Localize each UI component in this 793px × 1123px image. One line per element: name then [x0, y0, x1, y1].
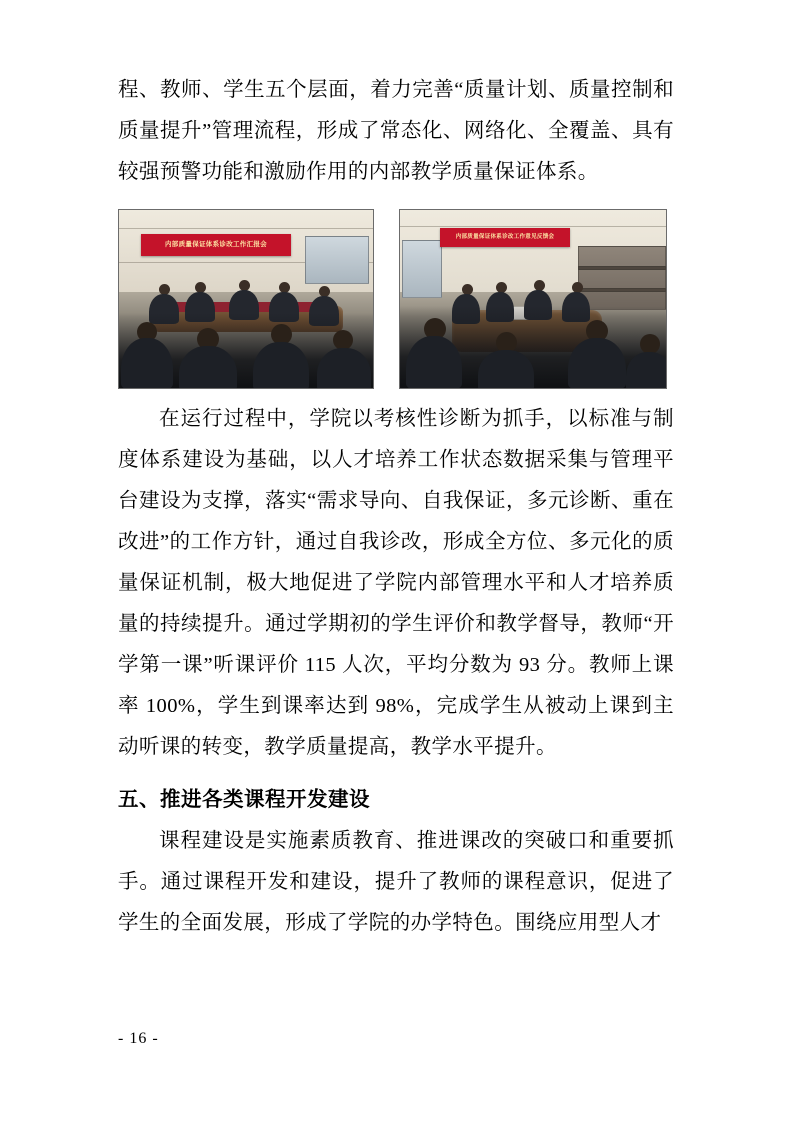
page-number: - 16 -	[118, 1030, 159, 1047]
banner-text-right: 内部质量保证体系诊改工作意见反馈会	[440, 228, 570, 247]
wall-line	[400, 226, 666, 227]
person-foreground	[626, 352, 667, 389]
person-head	[333, 330, 353, 350]
window	[305, 236, 369, 284]
shelf-line	[578, 266, 666, 270]
person-foreground	[179, 346, 237, 389]
paragraph-1: 程、教师、学生五个层面，着力完善“质量计划、质量控制和质量提升”管理流程，形成了常态化、网络化、全覆盖、具有较强预警功能和激励作用的内部教学质量保证体系。	[118, 79, 674, 183]
person-foreground	[253, 342, 309, 389]
photo-scene-right	[400, 210, 666, 388]
paragraph-2: 在运行过程中，学院以考核性诊断为抓手，以标准与制度体系建设为基础，以人才培养工作状态数据采集与管理平台建设为支撑，落实“需求导向、自我保证，多元诊断、重在改进”的工作方针，通过自我诊改，形成全方位、多元化的质量保证机制，极大地促进了学院内部管理水平和人才培养质量的持续提升。通过学期初的学生评价和教学督导，教师“开学第一课”听课评价 115 人次，平均分数为 93 分。教师上课率 100%，学生到课率达到 98%，完成学生从被动上课到主动听课的转变，教学质量提高，教学水平提升。	[118, 408, 674, 758]
person-head	[640, 334, 660, 354]
person-foreground	[568, 338, 626, 389]
window	[402, 240, 442, 298]
person-foreground	[478, 350, 534, 389]
figure-left	[118, 209, 374, 389]
spacer	[118, 768, 674, 780]
person-foreground	[121, 338, 173, 389]
figure-row	[118, 209, 674, 389]
wall-line	[119, 228, 373, 229]
shelf-line	[578, 288, 666, 292]
banner-text-left: 内部质量保证体系诊改工作汇报会	[141, 234, 291, 256]
section-heading: 五、推进各类课程开发建设	[118, 789, 370, 811]
paragraph-3: 课程建设是实施素质教育、推进课改的突破口和重要抓手。通过课程开发和建设，提升了教师的课程意识，促进了学生的全面发展，形成了学院的办学特色。围绕应用型人才	[118, 830, 674, 934]
person-foreground	[406, 336, 462, 389]
figure-right	[399, 209, 667, 389]
person-foreground	[317, 348, 371, 389]
photo-scene-left	[119, 210, 373, 388]
page-content	[118, 70, 674, 944]
bookshelf	[578, 246, 666, 310]
